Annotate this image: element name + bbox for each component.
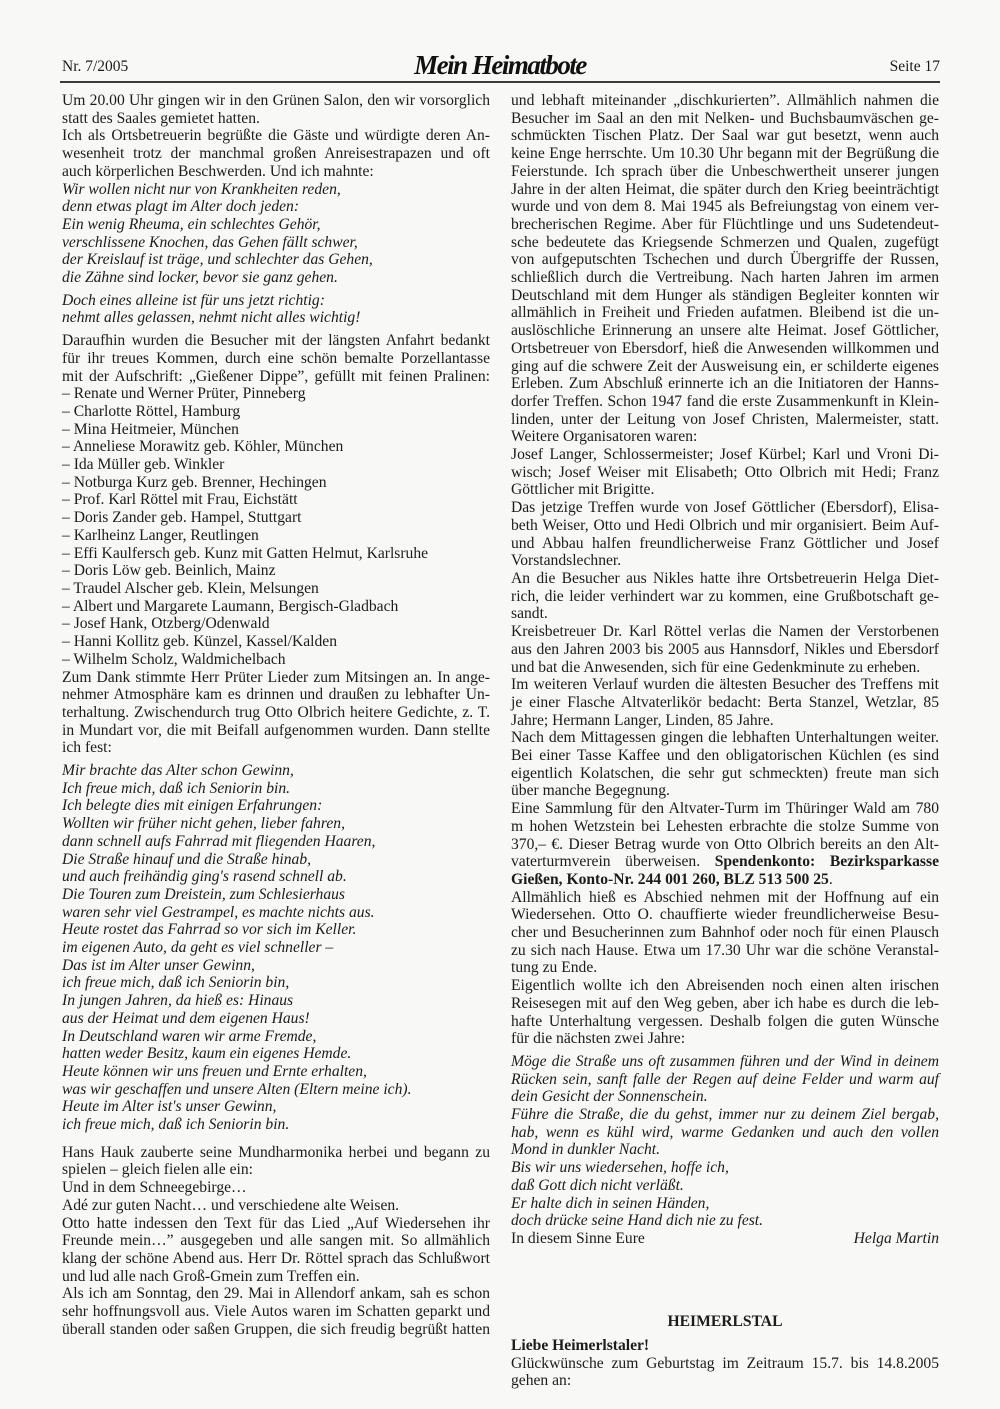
signature-line	[511, 1230, 939, 1248]
text-line: überall standen oder saßen Gruppen, die sich freudig begrüßt hatten	[62, 1320, 490, 1338]
text-line: Nach dem Mittagessen gingen die lebhaften Unterhaltungen weiter.	[511, 729, 939, 747]
text-line: nehmer Atmosphäre kam es drinnen und draußen zu lebhafter Un-	[62, 686, 490, 704]
text-line: In Deutschland waren wir arme Fremde,	[62, 1027, 317, 1045]
text-line: der Kreislauf ist träge, und schlechter das Gehen,	[62, 251, 373, 269]
text-line: und Abbau halfen freundlicherweise Franz Göttlicher und Josef	[511, 534, 939, 552]
text-line: und lebhaft miteinander „dischkurierten”. Allmählich nahmen die	[511, 92, 939, 109]
text-line: allmählich in Freiheit und Frieden aufatmen. Bleibend ist die un-	[511, 304, 939, 322]
text-line: was wir geschaffen und unsere Alten (Eltern meine ich).	[62, 1080, 412, 1098]
text-line: Heute können wir uns freuen und Ernte erhalten,	[62, 1062, 367, 1080]
text-line: statt des Saales gemietet hatten.	[62, 109, 260, 127]
text-line: auslöschliche Erinnerung an unsere alte Heimat. Josef Göttlicher,	[511, 322, 939, 340]
text-line: schließlich durch die Vertreibung. Nach harten Jahren im armen	[511, 269, 939, 287]
text-line: wesenheit trotz der manchmal großen Anreisestrapazen und oft	[62, 145, 490, 163]
author-name: Helga Martin	[853, 1230, 939, 1247]
text-line: Im weiteren Verlauf wurden die ältesten Besucher des Treffens mit	[511, 676, 939, 694]
text-line: 370,– €. Dieser Betrag wurde von Otto Olbrich bereits an den Alt-	[511, 835, 939, 853]
text-line: Allmählich hieß es Abschied nehmen mit der Hoffnung auf ein	[511, 888, 939, 906]
text-line: Führe die Straße, die du gehst, immer nur zu deinem Ziel bergab,	[511, 1106, 939, 1124]
text-line: für die nächsten zwei Jahre:	[511, 1030, 686, 1048]
text-line: Bis wir uns wiedersehen, hoffe ich,	[511, 1159, 729, 1177]
text-line: Mir brachte das Alter schon Gewinn,	[62, 762, 294, 780]
text-line: Ich freue mich, daß ich Seniorin bin.	[62, 779, 291, 797]
text-line: linden, unter der Leitung von Josef Christen, Malermeister, statt.	[511, 410, 939, 428]
text-line: In jungen Jahren, da hieß es: Hinaus	[62, 992, 294, 1010]
page-number: Seite 17	[889, 58, 940, 75]
text-line: Freunde mein…” ausgegeben und alle sangen mit. So allmählich	[62, 1232, 490, 1250]
text-line: Ich als Ortsbetreuerin begrüßte die Gäste und würdigte deren An-	[62, 127, 490, 145]
text-line: m hohen Wetzstein bei Lehesten erbrachte die stolze Summe von	[511, 817, 939, 835]
text-line: Eigentlich wollte ich den Abreisenden noch einen alten irischen	[511, 977, 939, 995]
text-line: – Josef Hank, Otzberg/Odenwald	[62, 615, 270, 633]
text-line: aus den Jahren 2003 bis 2005 aus Hannsdorf, Nikles und Ebersdorf	[511, 640, 939, 658]
text-line: dein Gesicht der Sonnenschein.	[511, 1088, 708, 1106]
text-line: klang der schöne Abend aus. Herr Dr. Röttel sprach das Schlußwort	[62, 1250, 490, 1267]
text-line: eigentlich Kolatschen, die sehr gut schmeckten) freute man sich	[511, 764, 939, 782]
text-line: – Anneliese Morawitz geb. Köhler, München	[62, 438, 344, 456]
text-line: – Ida Müller geb. Winkler	[62, 456, 225, 474]
text-line: Die Straße hinauf und die Straße hinab,	[62, 850, 312, 868]
text-line: und auch freihändig ging's rasend schnell ab.	[62, 868, 347, 886]
text-line: Heute im Alter ist's unser Gewinn,	[62, 1098, 277, 1116]
header-rule	[60, 81, 940, 83]
birthday-intro-end: gehen an:	[511, 1372, 572, 1390]
text-line: keine Enge herrschte. Um 10.30 Uhr begann mit der Begrüßung die	[511, 145, 939, 163]
text-line: wisch; Josef Weiser mit Elisabeth; Otto Olbrich mit Hedi; Franz	[511, 463, 939, 481]
text-line: Um 20.00 Uhr gingen wir in den Grünen Salon, den wir vorsorglich	[62, 92, 490, 109]
text-line: mit der Aufschrift: „Gießener Dippe”, gefüllt mit feinen Pralinen:	[62, 367, 490, 385]
masthead-text: Mein Heimatbote	[414, 50, 586, 80]
text-line: im eigenen Auto, da geht es viel schneller –	[62, 939, 334, 957]
right-column	[511, 92, 939, 1248]
text-line: Das ist im Alter unser Gewinn,	[62, 956, 255, 974]
text-line: Kreisbetreuer Dr. Karl Röttel verlas die Namen der Verstorbenen	[511, 623, 939, 641]
text-line: verschlissene Knochen, das Gehen fällt schwer,	[62, 233, 358, 251]
text-line: je einer Flasche Altvaterlikör bedacht: Berta Stanzel, Wetzlar, 85	[511, 693, 939, 711]
text-line: Deutschland mit dem Hunger als ständigen Begleiter konnten wir	[511, 286, 939, 304]
text-line: brecherischen Regime. Aber für Flüchtlinge und uns Sudetendeut-	[511, 215, 939, 233]
text-line: Zum Dank stimmte Herr Prüter Lieder zum Mitsingen an. In ange-	[62, 668, 490, 686]
issue-number: Nr. 7/2005	[62, 58, 129, 75]
text-line: Das jetzige Treffen wurde von Josef Göttlicher (Ebersdorf), Elisa-	[511, 499, 939, 517]
text-line: Wiedersehen. Otto O. chauffierte wieder freundlicherweise Besu-	[511, 906, 939, 924]
text-line: – Albert und Margarete Laumann, Bergisch-Gladbach	[62, 597, 399, 615]
text-line: waren sehr viel Gestrampel, es machte nichts aus.	[62, 903, 375, 921]
text-line: Mond in dunkler Nacht.	[511, 1141, 660, 1159]
text-line: zu sich nach Hause. Etwa um 17.30 Uhr war die schöne Veranstal-	[511, 941, 939, 959]
text-line: Ich belegte dies mit einigen Erfahrungen:	[62, 797, 323, 815]
text-line: ich freue mich, daß ich Seniorin bin.	[62, 1116, 290, 1134]
masthead-logo	[380, 44, 620, 84]
heimerlstal-section	[511, 1337, 939, 1390]
text-line: hatten weder Besitz, kaum ein eigenes Hemde.	[62, 1045, 352, 1063]
text-line: Otto hatte indessen den Text für das Lied „Auf Wiedersehen ihr	[62, 1214, 490, 1232]
text-line: Er halte dich in seinen Händen,	[511, 1194, 710, 1212]
text-line: An die Besucher aus Nikles hatte ihre Ortsbetreuerin Helga Diet-	[511, 569, 939, 587]
text-line: – Karlheinz Langer, Reutlingen	[62, 526, 259, 544]
text-line: Und in dem Schneegebirge…	[62, 1179, 247, 1197]
text-line: über manche Begegnung.	[511, 782, 670, 800]
text-line: auch körperlichen Beschwerden. Und ich mahnte:	[62, 162, 374, 180]
text-line: und lud alle nach Groß-Gmein zum Treffen ein.	[62, 1267, 360, 1285]
text-line: Wollten wir früher nicht gehen, lieber fahren,	[62, 815, 345, 833]
birthday-intro: Glückwünsche zum Geburtstag im Zeitraum 15.7. bis 14.8.2005	[511, 1354, 939, 1372]
text-line: cher und Besucherinnen zum Bahnhof oder noch für einen Plausch	[511, 924, 939, 942]
text-line: sehr hoffnungsvoll aus. Viele Autos waren im Schatten geparkt und	[62, 1303, 490, 1321]
text-line: – Traudel Alscher geb. Klein, Melsungen	[62, 579, 319, 597]
text-line: Die Touren zum Dreistein, zum Schlesierhaus	[62, 885, 345, 903]
text-line: ich freue mich, daß ich Seniorin bin,	[62, 974, 290, 992]
text-line: Ortsbetreuer von Ebersdorf, hieß die Anwesenden willkommen und	[511, 339, 939, 357]
text-line: rich, die leider verhindert war zu kommen, eine Grußbotschaft ge-	[511, 587, 939, 605]
text-line: Wir wollen nicht nur von Krankheiten reden,	[62, 180, 341, 198]
text-line: wurde und von dem 8. Mai 1945 als Befreiungstag von einem ver-	[511, 198, 939, 216]
text-line: Heute rostet das Fahrrad so vor sich im Keller.	[62, 921, 357, 939]
text-line: – Notburga Kurz geb. Brenner, Hechingen	[62, 473, 327, 491]
text-line: – Doris Löw geb. Beinlich, Mainz	[62, 562, 276, 580]
text-line: Göttlicher mit Brigitte.	[511, 481, 655, 499]
text-line: Als ich am Sonntag, den 29. Mai in Allendorf ankam, sah es schon	[62, 1285, 490, 1303]
text-line: Jahre in der alten Heimat, die später durch den Krieg beeinträchtigt	[511, 180, 939, 198]
section-title-heimerlstal: HEIMERLSTAL	[667, 1313, 783, 1330]
left-column	[62, 92, 490, 1339]
closing-text: In diesem Sinne Eure	[511, 1230, 645, 1247]
text-line: Möge die Straße uns oft zusammen führen und der Wind in deinem	[511, 1052, 939, 1070]
text-line: Hans Hauk zauberte seine Mundharmonika herbei und begann zu	[62, 1143, 490, 1161]
text-line: spielen – gleich fielen alle ein:	[62, 1161, 253, 1179]
text-line: in Mundart vor, die mit Beifall aufgenommen wurden. Dann stellte	[62, 721, 490, 739]
text-line: dorfer Treffen. Schon 1947 fand die erste Zusammenkunft in Klein-	[511, 392, 939, 410]
text-line: hab, wenn es kühl wird, warme Gedanken und auch den vollen	[511, 1123, 939, 1141]
text-line: sche bedeutete das Kriegsende Schmerzen und Qualen, zugefügt	[511, 233, 939, 251]
text-line: Rücken sein, sanft falle der Regen auf deine Felder und warm auf	[511, 1070, 939, 1088]
text-line: Daraufhin wurden die Besucher mit der längsten Anfahrt bedankt	[62, 332, 490, 350]
text-line: Doch eines alleine ist für uns jetzt richtig:	[62, 291, 325, 309]
text-line: – Hanni Kollitz geb. Künzel, Kassel/Kalden	[62, 633, 337, 651]
text-line: – Wilhelm Scholz, Waldmichelbach	[62, 650, 286, 668]
text-line: und bat die Anwesenden, sich für eine Gedenkminute zu erheben.	[511, 658, 921, 676]
text-line: Jahre; Hermann Langer, Linden, 85 Jahre.	[511, 711, 774, 729]
text-line: Erleben. Zum Abschluß erinnerte ich an die Initiatoren der Hanns-	[511, 375, 939, 393]
text-line: Besucher im Saal an den mit Nelken- und Buchsbaumväschen ge-	[511, 109, 939, 127]
text-line: daß Gott dich nicht verläßt.	[511, 1176, 684, 1194]
text-line: Bei einer Tasse Kaffee und den obligatorischen Küchlen (es sind	[511, 747, 939, 765]
text-line: Ein wenig Rheuma, ein schlechtes Gehör,	[62, 215, 321, 233]
text-line: schmückten Tischen Platz. Der Saal war gut besetzt, wenn auch	[511, 127, 939, 145]
text-line: Josef Langer, Schlossermeister; Josef Kürbel; Karl und Vroni Di-	[511, 446, 939, 464]
bold-text: Gießen, Konto-Nr. 244 001 260, BLZ 513 500 25	[511, 870, 829, 888]
bold-text: Spendenkonto: Bezirksparkasse	[714, 853, 939, 871]
text-line: für ihr treues Kommen, durch eine schön bemalte Porzellantasse	[62, 349, 490, 367]
text-line: ging auf die schwere Zeit der Ausweisung ein, er schilderte eigenes	[511, 357, 939, 375]
text-line: terhaltung. Zwischendurch trug Otto Olbrich heitere Gedichte, z. T.	[62, 703, 490, 721]
text-line: Eine Sammlung für den Altvater-Turm im Thüringer Wald am 780	[511, 800, 939, 818]
greeting: Liebe Heimerlstaler!	[511, 1337, 650, 1354]
text-line: ich fest:	[62, 739, 112, 757]
text-line: Vorstandslechner.	[511, 552, 622, 570]
text-line: hafte Unterhaltung vergessen. Deshalb folgen die guten Wünsche	[511, 1012, 939, 1030]
text-line: – Doris Zander geb. Hampel, Stuttgart	[62, 509, 302, 527]
text-span: .	[828, 870, 833, 888]
text-line: denn etwas plagt im Alter doch jeden:	[62, 198, 300, 216]
text-line: tung zu Ende.	[511, 959, 598, 977]
text-line: beth Weiser, Otto und Hedi Olbrich und mir organisiert. Beim Auf-	[511, 516, 939, 534]
text-line: Weitere Organisatoren waren:	[511, 428, 698, 446]
text-line: – Mina Heitmeier, München	[62, 420, 239, 438]
text-span: vaterturmverein überweisen.	[511, 853, 715, 871]
text-line: die Zähne sind locker, bevor sie ganz gehen.	[62, 269, 338, 287]
text-line: – Prof. Karl Röttel mit Frau, Eichstätt	[62, 491, 298, 509]
text-line: von aufgeputschten Tschechen und durch Übergriffe der Russen,	[511, 251, 939, 269]
text-line	[511, 871, 939, 889]
text-line: sandt.	[511, 605, 548, 623]
text-line: – Effi Kaulfersch geb. Kunz mit Gatten Helmut, Karlsruhe	[62, 544, 429, 562]
text-line: nehmt alles gelassen, nehmt nicht alles wichtig!	[62, 309, 361, 327]
text-line	[511, 853, 939, 871]
text-line: – Renate und Werner Prüter, Pinneberg	[62, 385, 306, 403]
text-line: Adé zur guten Nacht… und verschiedene alte Weisen.	[62, 1196, 400, 1214]
text-line: dann schnell aufs Fahrrad mit fliegenden Haaren,	[62, 832, 376, 850]
text-line: – Charlotte Röttel, Hamburg	[62, 402, 241, 420]
text-line: doch drücke seine Hand dich nie zu fest.	[511, 1212, 764, 1230]
text-line: Feierstunde. Ich sprach über die Unbeschwertheit unserer jungen	[511, 162, 939, 180]
text-line: Reisesegen mit auf den Weg geben, aber ich habe es durch die leb-	[511, 994, 939, 1012]
text-line: aus der Heimat und dem eigenen Haus!	[62, 1009, 310, 1027]
